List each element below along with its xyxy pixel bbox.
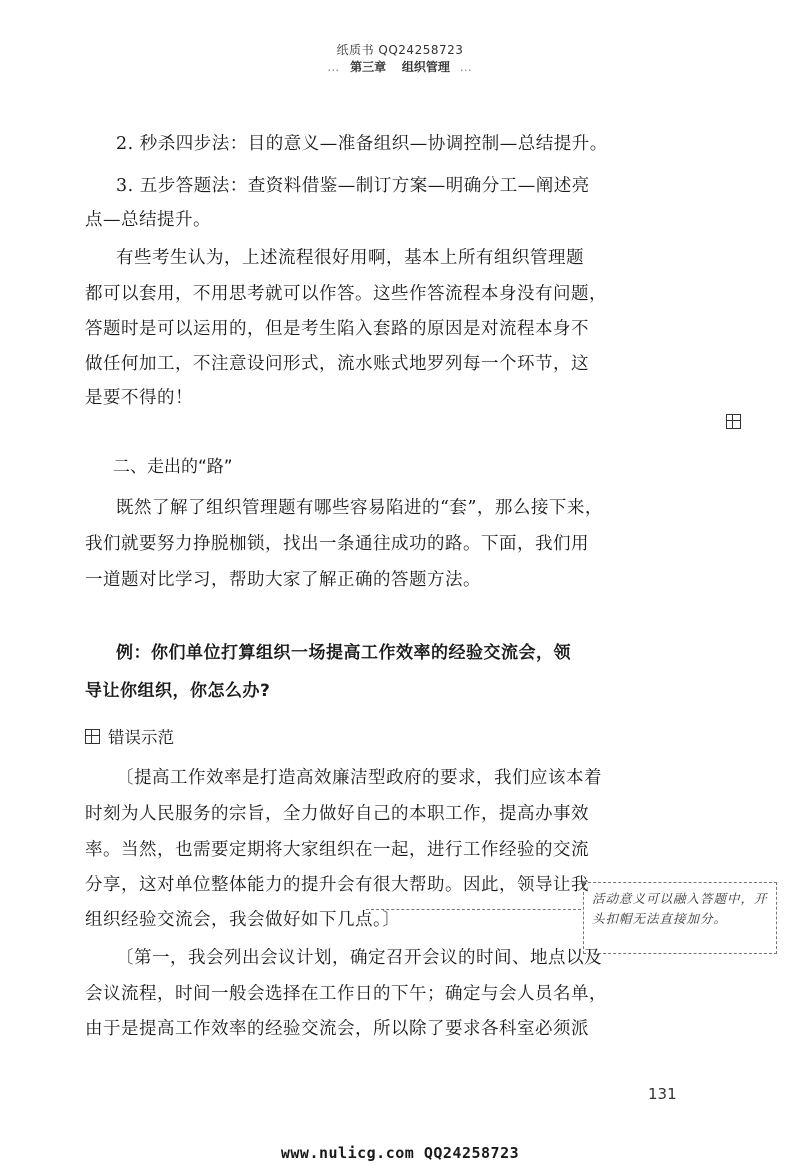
body-line: 2. 秒杀四步法：目的意义—准备组织—协调控制—总结提升。 (116, 134, 608, 154)
header-dots-right: … (459, 60, 473, 74)
body-line: 都可以套用，不用思考就可以作答。这些作答流程本身没有问题， (85, 284, 607, 304)
body-line: 由于是提高工作效率的经验交流会，所以除了要求各科室必须派 (85, 1019, 589, 1039)
body-line: 点—总结提升。 (85, 210, 211, 230)
chapter-section-label: 组织管理 (401, 60, 450, 74)
body-line: 答题时是可以运用的，但是考生陷入套路的原因是对流程本身不 (85, 319, 589, 339)
body-line: 一道题对比学习，帮助大家了解正确的答题方法。 (85, 570, 481, 590)
body-line: 是要不得的！ (85, 388, 193, 408)
example-question: 例：你们单位打算组织一场提高工作效率的经验交流会，领 (116, 643, 571, 663)
body-line: 〔第一，我会列出会议计划，确定召开会议的时间、地点以及 (116, 948, 602, 968)
body-line: 时刻为人民服务的宗旨，全力做好自己的本职工作，提高办事效 (85, 804, 589, 824)
running-header (0, 58, 800, 75)
body-line: 组织经验交流会，我会做好如下几点。〕 (85, 910, 401, 930)
body-line: 我们就要努力挣脱枷锁，找出一条通往成功的路。下面，我们用 (85, 534, 589, 554)
footer-watermark: www.nulicg.com QQ24258723 (280, 1144, 520, 1162)
body-line: 率。当然，也需要定期将大家组织在一起，进行工作经验的交流 (85, 840, 589, 860)
margin-box-icon (726, 414, 741, 429)
body-line: 3. 五步答题法：查资料借鉴—制订方案—明确分工—阐述亮 (116, 176, 590, 196)
body-line: 分享，这对单位整体能力的提升会有很大帮助。因此，领导让我 (85, 875, 589, 895)
margin-annotation: 活动意义可以融入答题中，开头扣帽无法直接加分。 (583, 882, 777, 954)
body-line: 做任何加工，不注意设问形式，流水账式地罗列每一个环节，这 (85, 354, 589, 374)
example-question: 导让你组织，你怎么办? (85, 681, 271, 701)
annotation-leader-line (366, 909, 581, 910)
body-line: 〔提高工作效率是打造高效廉洁型政府的要求，我们应该本着 (116, 768, 602, 788)
wrong-example-label: 错误示范 (108, 728, 174, 747)
page-number: 131 (648, 1085, 677, 1103)
body-line: 有些考生认为，上述流程很好用啊，基本上所有组织管理题 (116, 248, 584, 268)
header-watermark: 纸质书 QQ24258723 (336, 43, 464, 57)
body-line: 既然了解了组织管理题有哪些容易陷进的“套”，那么接下来， (116, 498, 603, 518)
section-heading: 二、走出的“路” (113, 457, 233, 477)
wrong-example-heading (85, 724, 174, 748)
chapter-label: 第三章 (350, 60, 387, 74)
body-line: 会议流程，时间一般会选择在工作日的下午；确定与会人员名单， (85, 984, 607, 1004)
header-dots-left: … (327, 60, 341, 74)
box-icon (85, 729, 100, 744)
